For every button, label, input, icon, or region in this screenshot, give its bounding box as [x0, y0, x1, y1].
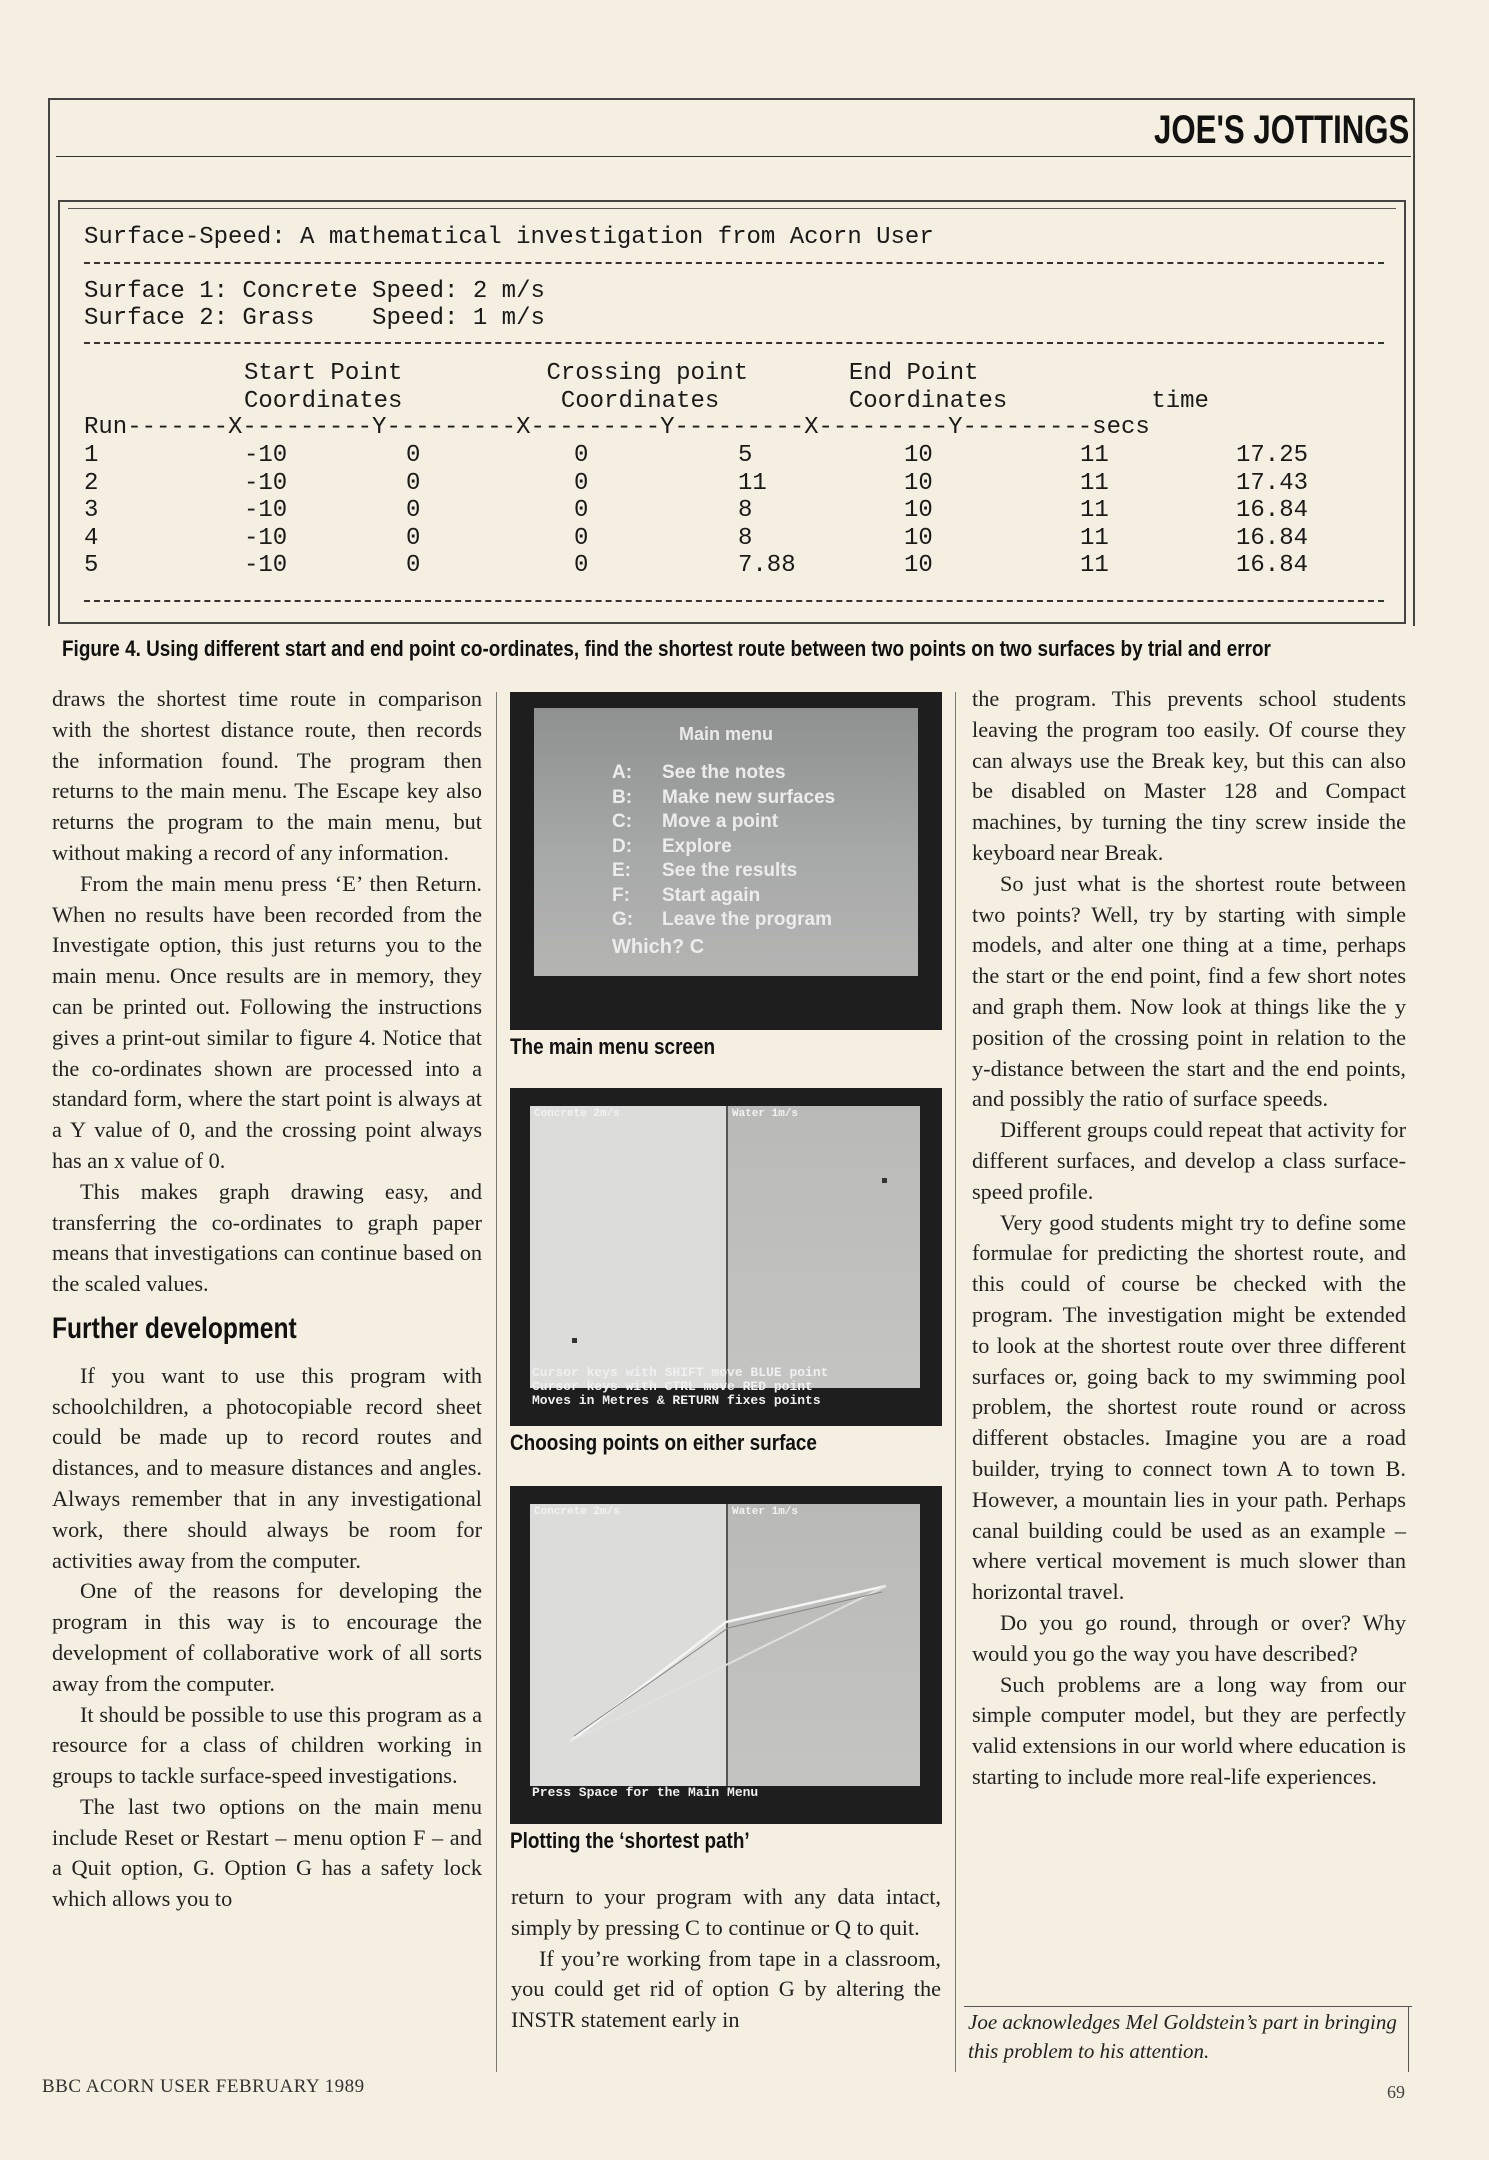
table-cell-cx: 0 — [574, 442, 589, 469]
figure-caption: Figure 4. Using different start and end point co-ordinates, find the shortest route between two points on two surfaces by trial and error — [62, 636, 1271, 661]
table-cell-sy: 0 — [406, 497, 421, 524]
menu-item-label: Explore — [662, 835, 732, 857]
table-cell-sx: -10 — [244, 442, 288, 469]
paragraph: It should be possible to use this program as a resource for a class of children working in groups to tackle surface-speed investigations. — [52, 1701, 482, 1789]
table-cell-sy: 0 — [406, 552, 421, 579]
dash-rule — [84, 600, 1384, 602]
table-cell-sx: -10 — [244, 524, 288, 552]
table-cell-run: 5 — [84, 552, 99, 579]
table-cell-ex: 10 — [904, 442, 933, 469]
table-cell-run: 1 — [84, 442, 99, 469]
shortest-distance-route — [570, 1586, 886, 1742]
menu-item-key: B: — [612, 786, 633, 808]
subheading-further-development: Further development — [52, 1311, 297, 1345]
paragraph: One of the reasons for developing the program in this way is to encourage the development of collaborative work of all sorts away from the computer. — [52, 1578, 482, 1696]
paragraph: Such problems are a long way from our simple computer model, but they are perfectly valid extensions in our world where education is starting to include more real-life experiences. — [972, 1671, 1406, 1789]
page-frame-top — [48, 98, 1415, 100]
menu-item-label: Leave the program — [662, 909, 832, 930]
menu-screen — [534, 708, 918, 976]
paragraph: If you want to use this program with schoolchildren, a photocopiable record sheet could be made up to record routes and distances, and to measure distances and angles. Always remember that in any investigational work, there should always be room for activities away from the computer. — [52, 1362, 482, 1573]
table-cell-ey: 11 — [1080, 469, 1109, 497]
header-rule — [56, 156, 1411, 157]
table-cell-cx: 0 — [574, 552, 589, 579]
choose-points-screenshot — [510, 1088, 942, 1426]
acknowledgement: Joe acknowledges Mel Goldstein’s part in bringing this problem to his attention. — [968, 2010, 1397, 2063]
figure-title: Surface-Speed: A mathematical investigation from Acorn User — [84, 224, 934, 251]
column-1 — [52, 684, 482, 1915]
caption-shortest-path: Plotting the ‘shortest path’ — [510, 1828, 750, 1853]
right-surface-label: Water 1m/s — [732, 1506, 799, 1518]
table-cell-cy: 7.88 — [738, 552, 796, 579]
table-cell-sy: 0 — [406, 469, 421, 497]
menu-prompt: Which? C — [612, 936, 705, 958]
plot-instructions: Press Space for the Main Menu — [532, 1785, 759, 1800]
section-title: JOE'S JOTTINGS — [1153, 108, 1409, 152]
menu-item-label: Make new surfaces — [662, 786, 836, 808]
magazine-footer: BBC ACORN USER FEBRUARY 1989 — [42, 2076, 365, 2097]
dash-rule — [84, 262, 1384, 264]
surface-2: Surface 2: Grass Speed: 1 m/s — [84, 305, 545, 332]
main-menu-screenshot — [510, 692, 942, 1030]
page-number: 69 — [1387, 2082, 1405, 2102]
plot-area — [530, 1504, 920, 1786]
menu-item-key: G: — [612, 909, 634, 930]
table-cell-cy: 8 — [738, 524, 753, 552]
table-cell-ex: 10 — [904, 469, 933, 497]
column-rule — [955, 692, 956, 2072]
menu-item[interactable] — [612, 885, 760, 907]
menu-item-key: C: — [612, 811, 633, 832]
table-cell-ey: 11 — [1080, 552, 1109, 579]
table-cell-sy: 0 — [406, 524, 421, 552]
plot-area — [530, 1106, 920, 1388]
table-cell-sy: 0 — [406, 442, 421, 469]
paragraph: If you’re working from tape in a classroom, you could get rid of option G by altering the INSTR statement early in — [511, 1945, 941, 2033]
figure-inner-rule — [68, 208, 1396, 209]
menu-item[interactable] — [612, 836, 732, 858]
table-cell-cy: 8 — [738, 497, 753, 524]
table-cell-sx: -10 — [244, 497, 288, 524]
table-cell-t: 16.84 — [1236, 497, 1309, 524]
table-cell-ey: 11 — [1080, 497, 1109, 524]
caption-main-menu: The main menu screen — [510, 1034, 716, 1059]
right-surface-label: Water 1m/s — [732, 1108, 799, 1120]
menu-item[interactable] — [612, 860, 797, 882]
menu-item[interactable] — [612, 811, 778, 833]
column-2-text — [511, 1882, 941, 2036]
menu-title: Main menu — [678, 724, 773, 744]
paragraph: So just what is the shortest route between two points? Well, try by starting with simple models, and alter one thing at a time, perhaps the start or the end point, find a few short notes and graph them. Now look at things like the y position of the crossing point in relation to the y-distance between the start and the end points, and possibly the ratio of surface speeds. — [972, 870, 1406, 1112]
plot-instructions: Cursor keys with SHIFT move BLUE point Cursor keys with CTRL move RED point Moves in Metres & RETURN fixes points — [532, 1365, 829, 1408]
table-cell-run: 4 — [84, 524, 99, 552]
table-cell-t: 16.84 — [1236, 552, 1309, 579]
column-header-2: Coordinates Coordinates Coordinates time — [244, 388, 1209, 415]
column-header-1: Start Point Crossing point End Point — [244, 360, 979, 387]
column-3 — [972, 684, 1406, 1793]
table-cell-sx: -10 — [244, 469, 288, 497]
concrete-surface — [530, 1106, 726, 1388]
acknowledgement-rule — [964, 2006, 1412, 2007]
table-cell-cy: 11 — [738, 469, 767, 497]
menu-item[interactable] — [612, 909, 832, 931]
paragraph: Different groups could repeat that activity for different surfaces, and develop a class surface-speed profile. — [972, 1117, 1406, 1204]
menu-item[interactable] — [612, 762, 786, 784]
left-surface-label: Concrete 2m/s — [534, 1108, 620, 1120]
paragraph: the program. This prevents school students leaving the program too easily. Of course they can always use the Break key, but this can also be disabled on Master 128 and Compact machines, by turning the tiny screw inside the keyboard near Break. — [972, 686, 1406, 865]
end-point-marker — [882, 1178, 887, 1183]
table-cell-t: 17.25 — [1236, 442, 1309, 469]
surface-boundary — [726, 1106, 728, 1388]
paragraph: This makes graph drawing easy, and transferring the co-ordinates to graph paper means that investigations can continue based on the scaled values. — [52, 1178, 482, 1297]
table-cell-ex: 10 — [904, 497, 933, 524]
column-rule — [496, 692, 497, 2072]
menu-item-key: F: — [612, 884, 630, 906]
acknowledgement-rule-side — [1408, 2006, 1409, 2072]
paragraph: draws the shortest time route in comparison with the shortest distance route, then records the information found. The program then returns to the main menu. The Escape key also returns the program to the main menu, but without making a record of any information. — [52, 686, 482, 865]
start-point-marker — [572, 1338, 577, 1343]
page-frame-right — [1413, 98, 1415, 626]
table-cell-ex: 10 — [904, 524, 933, 552]
surface-1: Surface 1: Concrete Speed: 2 m/s — [84, 278, 545, 305]
left-surface-label: Concrete 2m/s — [534, 1506, 620, 1518]
page-frame-left — [48, 98, 50, 626]
paragraph: return to your program with any data intact, simply by pressing C to continue or Q to quit. — [511, 1884, 941, 1940]
menu-item-key: E: — [612, 860, 631, 881]
table-cell-cx: 0 — [574, 524, 589, 552]
table-cell-cy: 5 — [738, 442, 753, 469]
route-lines — [530, 1504, 920, 1786]
table-cell-cx: 0 — [574, 497, 589, 524]
table-cell-sx: -10 — [244, 552, 288, 579]
menu-item-key: D: — [612, 835, 633, 857]
table-cell-t: 17.43 — [1236, 469, 1309, 497]
water-surface — [728, 1106, 920, 1388]
dash-rule — [84, 342, 1384, 344]
column-header-3: Run-------X---------Y---------X---------Y---------X---------Y---------secs — [84, 414, 1150, 441]
menu-item-label: See the results — [662, 860, 798, 881]
paragraph: Do you go round, through or over? Why would you go the way you have described? — [972, 1609, 1406, 1666]
shortest-path-screenshot — [510, 1486, 942, 1824]
paragraph: Very good students might try to define some formulae for predicting the shortest route, and this could of course be checked with the program. The investigation might be extended to look at the shortest route over three different surfaces or, going back to my swimming pool problem, the shortest route round or across different obstacles. Imagine you are a road builder, trying to connect town A to town B. However, a mountain lies in your path. Perhaps canal building could be used as an example – where vertical movement is much slower than horizontal travel. — [972, 1209, 1406, 1605]
table-cell-t: 16.84 — [1236, 524, 1309, 552]
table-cell-ey: 11 — [1080, 442, 1109, 469]
paragraph: From the main menu press ‘E’ then Return. When no results have been recorded from the Investigate option, this just returns you to the main menu. Once results are in memory, they can be printed out. Following the instructions gives a print-out similar to figure 4. Notice that the co-ordinates shown are processed into a standard form, where the start point is always at a Y value of 0, and the crossing point always has an x value of 0. — [52, 870, 482, 1173]
table-cell-ex: 10 — [904, 552, 933, 579]
table-cell-run: 2 — [84, 469, 99, 497]
menu-item-key: A: — [612, 762, 633, 783]
figure-4-printout — [58, 200, 1406, 624]
menu-item[interactable] — [612, 787, 835, 809]
menu-item-label: See the notes — [662, 762, 786, 783]
table-cell-ey: 11 — [1080, 524, 1109, 552]
table-cell-run: 3 — [84, 497, 99, 524]
table-cell-cx: 0 — [574, 469, 589, 497]
caption-choosing-points: Choosing points on either surface — [510, 1430, 817, 1455]
menu-item-label: Move a point — [662, 811, 779, 832]
menu-item-label: Start again — [662, 884, 761, 906]
paragraph: The last two options on the main menu include Reset or Restart – menu option F – and a Quit option, G. Option G has a safety lock which allows you to — [52, 1793, 482, 1912]
